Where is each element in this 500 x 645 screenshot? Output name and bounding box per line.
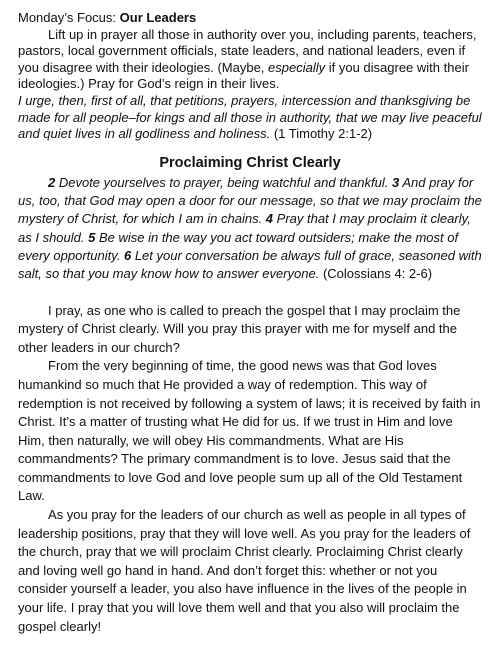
verse-text: Be wise in the way you act toward outsiders; make the most of every opportunity.	[18, 229, 459, 263]
focus-text-b: if you disagree with their ideologies.) Pray for God’s reign in their lives.	[18, 59, 469, 92]
body-paragraph: From the very beginning of time, the good news was that God loves humankind so much that He provided a way of redemption. This way of redemption is not received by following a system of laws; it is received by faith in Christ. It’s a matter of trusting what He did for us. If we trust in Him and love Him, then naturally, we will obey His commandments. What are His commandments? The primary commandment is to love. Jesus said that the commandments to love God and love people sum up all of the Old Testament Law.	[18, 358, 481, 504]
focus-text-a: Lift up in prayer all those in authority over you, including parents, teachers, pastors, local government officials, state leaders, and national leaders, even if you disagree with their ideologies. (Maybe,	[18, 26, 477, 75]
verse-text: Let your conversation be always full of grace, seasoned with salt, so that you may know how to answer everyone.	[18, 247, 482, 282]
focus-verse	[18, 93, 482, 143]
focus-paragraph	[18, 27, 482, 93]
verse-text: And pray for us, too, that God may open a door for our message, so that we may proclaim the mystery of Christ, for which I am in chains.	[18, 174, 482, 227]
focus-verse-reference: (1 Timothy 2:1-2)	[270, 126, 373, 142]
verse-number: 6	[123, 247, 132, 263]
verse-number: 2	[48, 174, 56, 190]
focus-verse-text: I urge, then, first of all, that petitions, prayers, intercession and thanksgiving be made for all people–for kings and all those in authority, that we may live peaceful and quiet lives in all godliness and holiness.	[18, 92, 482, 142]
section-title: Proclaiming Christ Clearly	[159, 154, 341, 171]
verse-number: 4	[265, 211, 274, 227]
body-paragraph: As you pray for the leaders of our church as well as people in all types of leadership positions, pray that they will love well. As you pray for the leaders of the church, pray that we will proclaim Christ clearly. Proclaiming Christ clearly and loving well go hand in hand. And don’t forget this: whether or not you consider yourself a leader, you also have influence in the lives of the people in your life. I pray that you will love them well and that you also will proclaim the gospel clearly!	[18, 507, 471, 634]
verse-text: Pray that I may proclaim it clearly, as I should.	[18, 211, 471, 245]
verse-text: Devote yourselves to prayer, being watchful and thankful.	[55, 174, 392, 190]
body-paragraph: I pray, as one who is called to preach the gospel that I may proclaim the mystery of Christ clearly. Will you pray this prayer with me for myself and the other leaders in our church?	[18, 302, 461, 355]
paragraph-gap	[18, 284, 482, 302]
verse-number: 5	[88, 229, 96, 245]
scripture-passage	[18, 174, 482, 284]
focus-label: Our Leaders	[119, 10, 197, 25]
verse-number: 3	[391, 174, 400, 190]
focus-heading	[18, 10, 482, 27]
focus-emphasis: especially	[268, 59, 326, 75]
focus-prefix: Monday’s Focus:	[18, 10, 120, 25]
scripture-reference: (Colossians 4: 2-6)	[319, 266, 433, 282]
